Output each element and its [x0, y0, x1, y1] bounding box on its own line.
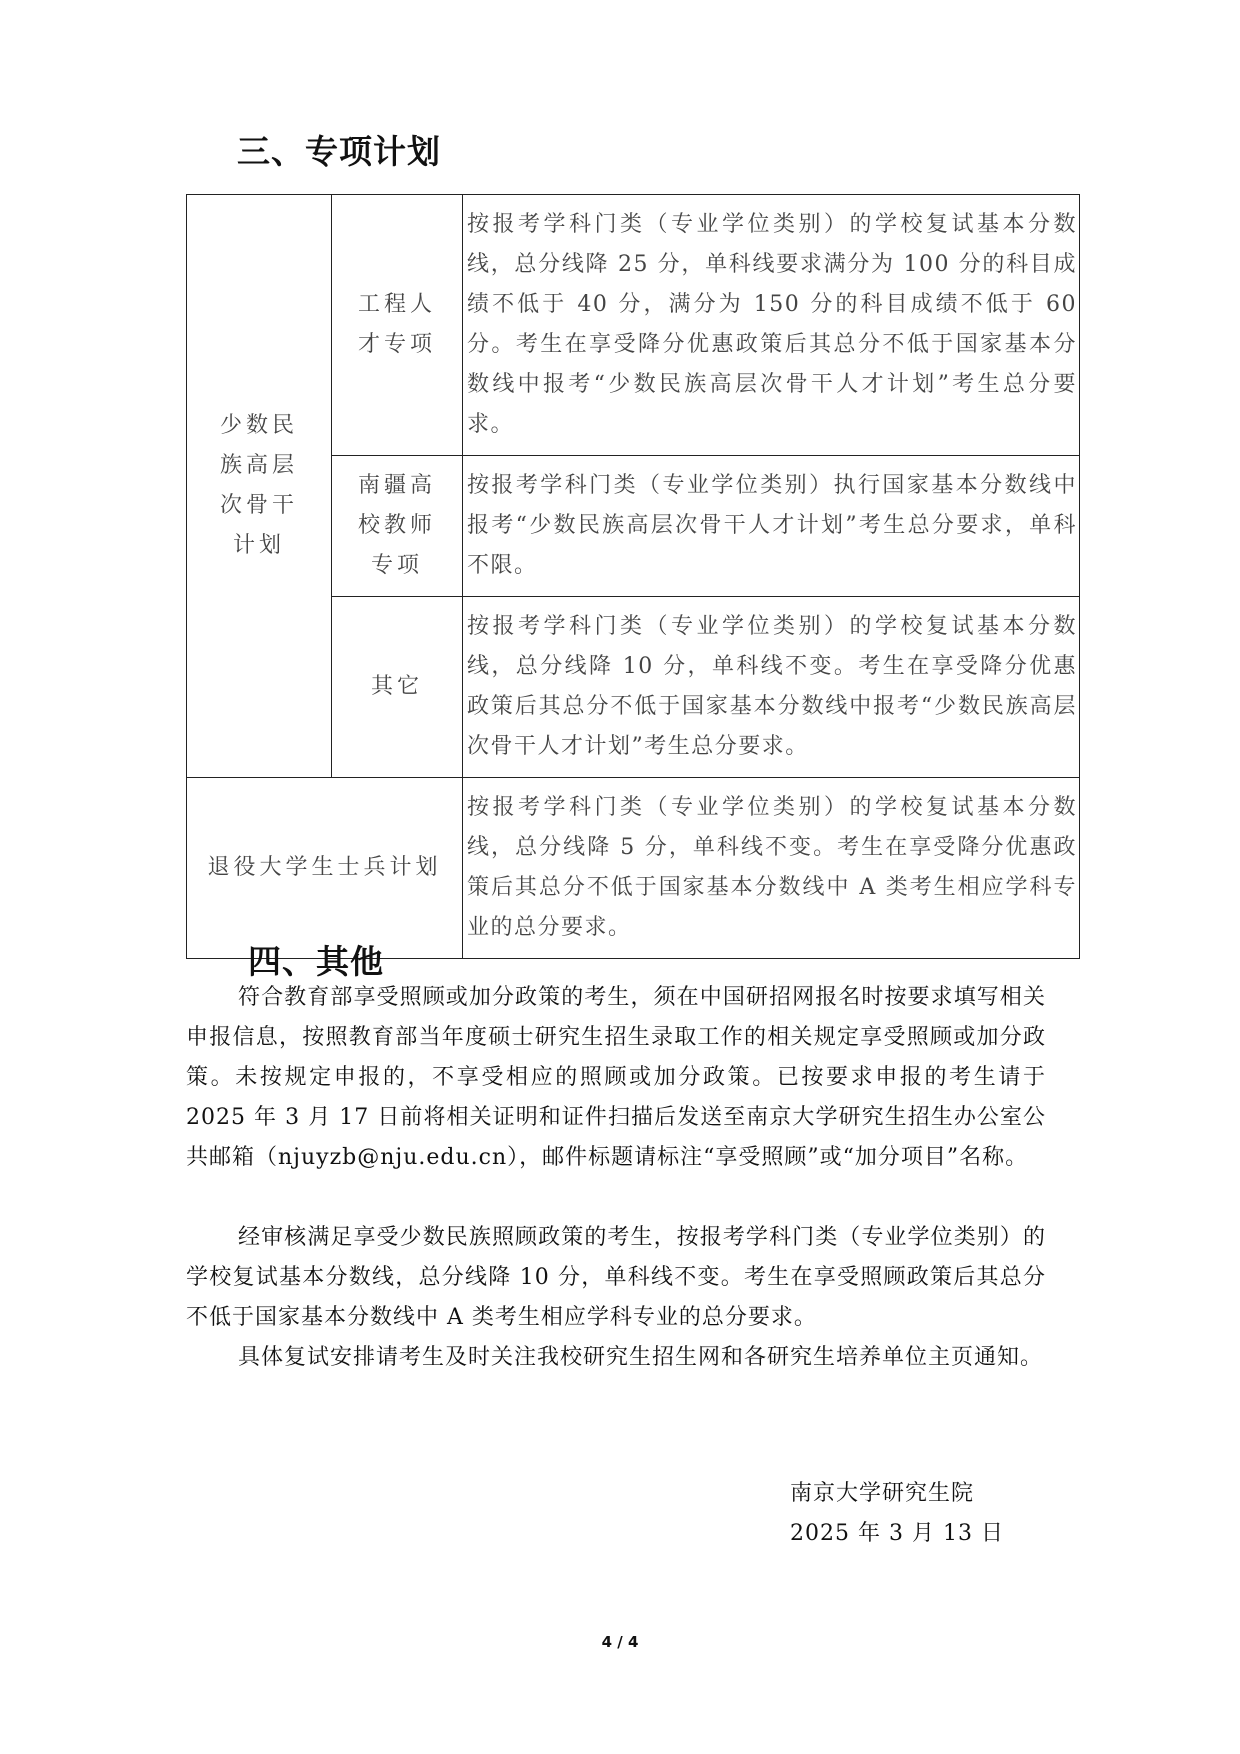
page-number: 4 / 4	[601, 1633, 639, 1651]
table-row	[187, 778, 1080, 959]
policy-text-cell	[463, 597, 1080, 778]
policy-text: 按报考学科门类（专业学位类别）的学校复试基本分数线，总分线降 10 分，单科线不变。考生在享受降分优惠政策后其总分不低于国家基本分数线中报考“少数民族高层次骨干人才计划”考生总分要求。	[467, 614, 1077, 759]
subcategory-label: 其它	[370, 674, 423, 699]
policy-text-cell	[463, 778, 1080, 959]
policy-text: 按报考学科门类（专业学位类别）的学校复试基本分数线，总分线降 25 分，单科线要求满分为 100 分的科目成绩不低于 40 分，满分为 150 分的科目成绩不低于 60 分。考生在享受降分优惠政策后其总分不低于国家基本分数线中报考“少数民族高层次骨干人才计划”考生总分要求。	[467, 212, 1077, 437]
subcategory-label: 南疆高校教师专项	[357, 473, 436, 578]
subcategory-cell	[332, 456, 463, 597]
veteran-plan-label: 退役大学生士兵计划	[207, 855, 442, 880]
table-row	[187, 195, 1080, 456]
minority-plan-cell	[187, 195, 332, 778]
policy-text-cell	[463, 456, 1080, 597]
special-plan-table	[186, 194, 1080, 959]
signature-date: 2025 年 3 月 13 日	[790, 1521, 1004, 1546]
section-3-heading: 三、专项计划	[237, 132, 441, 171]
policy-text-cell	[463, 195, 1080, 456]
subcategory-cell	[332, 195, 463, 456]
subcategory-cell	[332, 597, 463, 778]
policy-text: 按报考学科门类（专业学位类别）的学校复试基本分数线，总分线降 5 分，单科线不变。考生在享受降分优惠政策后其总分不低于国家基本分数线中 A 类考生相应学科专业的总分要求。	[467, 795, 1077, 940]
veteran-plan-cell	[187, 778, 463, 959]
minority-plan-label: 少数民族高层次骨干计划	[219, 413, 298, 558]
section-4-heading: 四、其他	[248, 942, 384, 981]
subcategory-label: 工程人才专项	[357, 292, 436, 357]
policy-text: 按报考学科门类（专业学位类别）执行国家基本分数线中报考“少数民族高层次骨干人才计划”考生总分要求，单科不限。	[467, 473, 1077, 578]
paragraph: 具体复试安排请考生及时关注我校研究生招生网和各研究生培养单位主页通知。	[238, 1345, 1044, 1370]
paragraph: 经审核满足享受少数民族照顾政策的考生，按报考学科门类（专业学位类别）的学校复试基本分数线，总分线降 10 分，单科线不变。考生在享受照顾政策后其总分不低于国家基本分数线中 A 类考生相应学科专业的总分要求。	[186, 1225, 1046, 1330]
paragraph: 符合教育部享受照顾或加分政策的考生，须在中国研招网报名时按要求填写相关申报信息，按照教育部当年度硕士研究生招生录取工作的相关规定享受照顾或加分政策。未按规定申报的，不享受相应的照顾或加分政策。已按要求申报的考生请于 2025 年 3 月 17 日前将相关证明和证件扫描后发送至南京大学研究生招生办公室公共邮箱（njuyzb@nju.edu.cn），邮件标题请标注“享受照顾”或“加分项目”名称。	[186, 985, 1046, 1170]
signature-org: 南京大学研究生院	[790, 1481, 975, 1506]
